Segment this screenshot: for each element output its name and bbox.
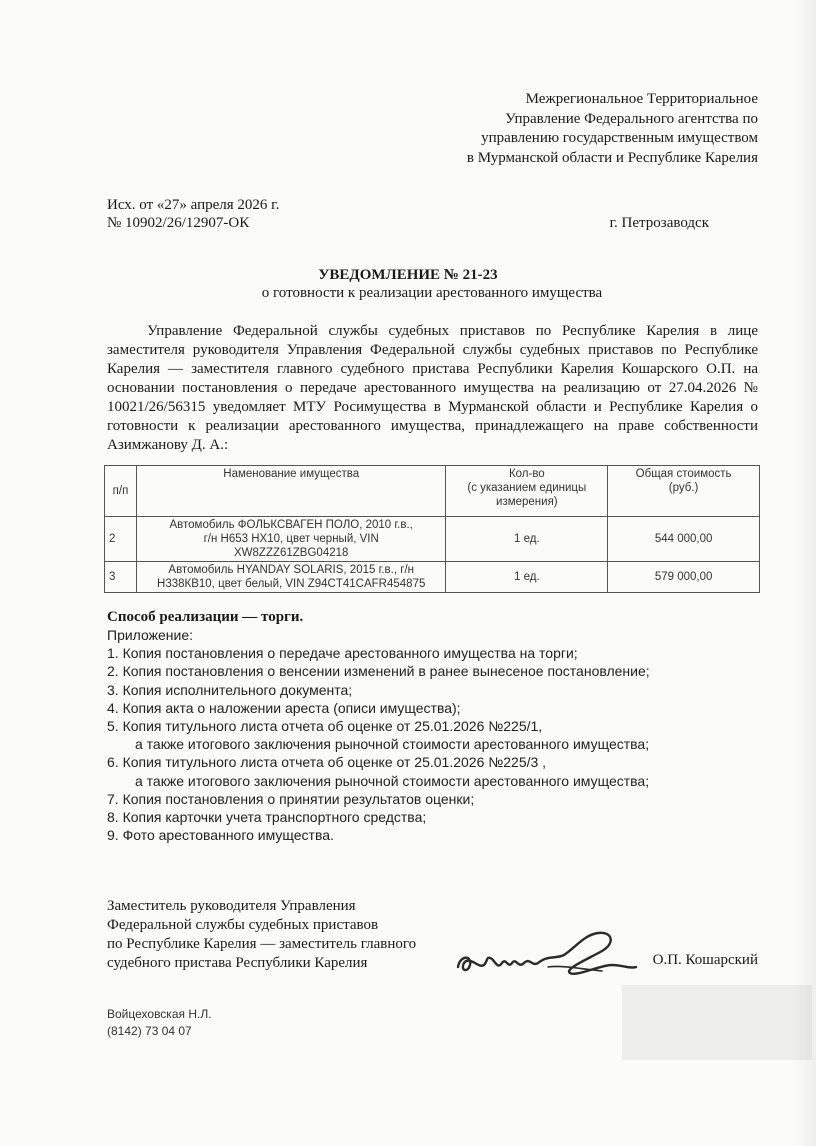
attachment-item: 5. Копия титульного листа отчета об оценке от 25.01.2026 №225/1, — [107, 718, 543, 735]
position-line: Федеральной службы судебных приставов — [107, 917, 379, 933]
outgoing-date: Исх. от «27» апреля 2026 г. — [107, 197, 280, 213]
attachment-item: 7. Копия постановления о принятии результатов оценки; — [107, 790, 475, 807]
header-cost: Общая стоимость (руб.) — [608, 466, 760, 517]
attachment-item: 9. Фото арестованного имущества. — [107, 827, 334, 844]
attachment-item: 2. Копия постановления о венсении изменений в ранее вынесеное постановление; — [107, 663, 650, 680]
outgoing-reference — [107, 196, 279, 232]
recipient-line: в Мурманской области и Республике Карелия — [466, 149, 758, 166]
attachment-item-continuation: а также итогового заключения рыночной стоимости арестованного имущества; — [135, 772, 650, 789]
outgoing-number: № 10902/26/12907-ОК — [107, 215, 250, 231]
handwritten-signature — [452, 925, 642, 987]
cell-qty: 1 ед. — [446, 517, 608, 562]
signatory-position — [107, 897, 416, 973]
executor-info — [107, 1006, 212, 1040]
cell-num: 2 — [105, 517, 137, 562]
position-line: Заместитель руководителя Управления — [107, 898, 356, 914]
notice-title: УВЕДОМЛЕНИЕ № 21-23 — [318, 267, 498, 283]
attachment-item: 4. Копия акта о наложении ареста (описи имущества); — [107, 699, 461, 716]
scan-smudge — [622, 985, 812, 1060]
attachment-item: 1. Копия постановления о передаче арестованного имущества на торги; — [107, 645, 578, 662]
position-line: по Республике Карелия — заместитель главного — [107, 936, 417, 952]
cell-num: 3 — [105, 562, 137, 593]
property-table — [104, 465, 760, 593]
attachment-item-continuation: а также итогового заключения рыночной стоимости арестованного имущества; — [135, 736, 650, 753]
recipient-address — [467, 90, 758, 168]
table-header-row — [105, 466, 760, 517]
cell-qty: 1 ед. — [446, 562, 608, 593]
sale-method: Способ реализации — торги. — [107, 609, 304, 625]
city: г. Петрозаводск — [609, 215, 709, 231]
executor-phone: (8142) 73 04 07 — [107, 1024, 192, 1038]
attachment-item: 8. Копия карточки учета транспортного средства; — [107, 809, 427, 826]
cell-cost: 544 000,00 — [608, 517, 760, 562]
table-row — [105, 562, 760, 593]
header-num: п/п — [105, 466, 137, 517]
table-row — [105, 517, 760, 562]
notice-body: Управление Федеральной службы судебных приставов по Республике Карелия в лице заместителя руководителя Управления Федеральной службы судебных приставов по Республике Карелия — заместителя главного судебного пристава Республики Карелия Кошарского О.П. на основании постановления о передаче арестованного имущества на реализацию от 27.04.2026 № 10021/26/56315 уведомляет МТУ Росимущества в Мурманской области и Республике Карелия о готовности к реализации арестованного имущества, принадлежащего на праве собственности Азимжанову Д. А.: — [107, 323, 758, 453]
recipient-line: Управление Федерального агентства по — [505, 110, 758, 127]
attachment-item: 3. Копия исполнительного документа; — [107, 681, 353, 698]
cell-cost: 579 000,00 — [608, 562, 760, 593]
cell-name: Автомобиль HYANDAY SOLARIS, 2015 г.в., г/н Н338КВ10, цвет белый, VIN Z94CT41CAFR454875 — [136, 562, 446, 593]
attachment-item: 6. Копия титульного листа отчета об оценке от 25.01.2026 №225/3 , — [107, 754, 547, 771]
notice-subtitle: о готовности к реализации арестованного имущества — [261, 285, 603, 301]
attachments-heading: Приложение: — [107, 627, 194, 643]
position-line: судебного пристава Республики Карелия — [107, 955, 368, 971]
recipient-line: Межрегиональное Территориальное — [525, 91, 758, 107]
scan-edge-shadow — [794, 0, 816, 1146]
recipient-line: управлению государственным имуществом — [481, 130, 758, 146]
cell-name: Автомобиль ФОЛЬКСВАГЕН ПОЛО, 2010 г.в., г/н Н653 НХ10, цвет черный, VIN XW8ZZZ61ZBG04218 — [136, 517, 446, 562]
attachments-list — [107, 626, 650, 844]
signer-name: О.П. Кошарский — [652, 952, 758, 968]
executor-name: Войцеховская Н.Л. — [107, 1007, 212, 1021]
header-name: Наменование имущества — [136, 466, 446, 517]
header-qty: Кол-во (с указанием единицы измерения) — [446, 466, 608, 517]
